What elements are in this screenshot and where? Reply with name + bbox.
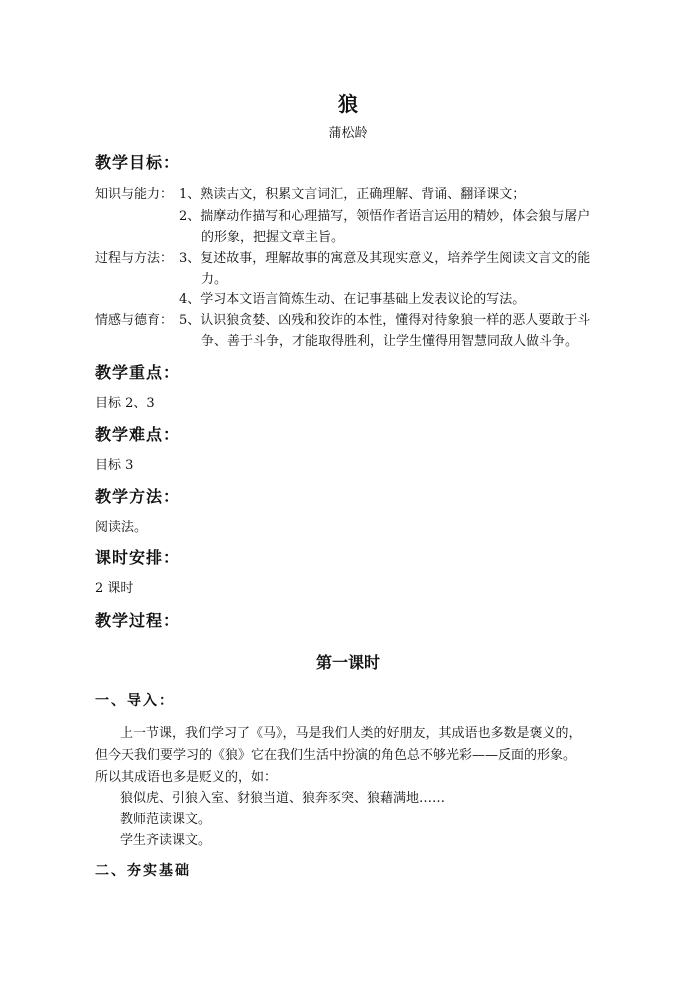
process-label: 过程与方法： <box>95 251 174 266</box>
difficulties-text: 目标 3 <box>95 458 134 473</box>
lesson1-heading: 第一课时 <box>315 653 380 672</box>
emotion-item-5a: 5、认识狼贪婪、凶残和狡诈的本性，懂得对待象狼一样的恶人要敢于斗 <box>179 313 591 328</box>
doc-title: 狼 <box>338 92 358 116</box>
key-points-text: 目标 2、3 <box>95 396 155 411</box>
schedule-text: 2 课时 <box>95 581 134 596</box>
knowledge-item-2a: 2、揣摩动作描写和心理描写，领悟作者语言运用的精妙，体会狼与屠户 <box>179 209 591 224</box>
teacher-reads-line: 教师范读课文。 <box>120 812 212 827</box>
knowledge-item-2b: 的形象，把握文章主旨。 <box>201 230 345 245</box>
section2-title: 二、夯实基础 <box>95 863 191 879</box>
emotion-label: 情感与德育： <box>95 313 174 328</box>
key-points-heading: 教学重点： <box>95 363 181 382</box>
objectives-heading: 教学目标： <box>95 153 181 172</box>
knowledge-item-1: 1、熟读古文，积累文言词汇，正确理解、背诵、翻译课文； <box>179 187 526 202</box>
difficulties-heading: 教学难点： <box>95 425 181 444</box>
process-heading: 教学过程： <box>95 611 181 630</box>
intro-line-2: 但今天我们要学习的《狼》它在我们生活中扮演的角色总不够光彩——反面的形象。 <box>95 748 577 763</box>
intro-line-1: 上一节课，我们学习了《马》，马是我们人类的好朋友，其成语也多数是褒义的， <box>120 726 582 741</box>
methods-text: 阅读法。 <box>95 520 148 535</box>
schedule-heading: 课时安排： <box>95 548 181 567</box>
methods-heading: 教学方法： <box>95 487 181 506</box>
doc-author: 蒲松龄 <box>328 126 368 141</box>
knowledge-label: 知识与能力： <box>95 187 174 202</box>
process-item-3b: 力。 <box>201 272 228 287</box>
process-item-3a: 3、复述故事，理解故事的寓意及其现实意义，培养学生阅读文言文的能 <box>179 251 591 266</box>
students-read-line: 学生齐读课文。 <box>120 833 212 848</box>
process-item-4: 4、学习本文语言简炼生动、在记事基础上发表议论的写法。 <box>179 292 526 307</box>
section1-title: 一、导入： <box>95 693 175 709</box>
idioms-line: 狼似虎、引狼入室、豺狼当道、狼奔豕突、狼藉满地…… <box>120 791 446 806</box>
emotion-item-5b: 争、善于斗争，才能取得胜利，让学生懂得用智慧同敌人做斗争。 <box>201 334 579 349</box>
intro-line-3: 所以其成语也多是贬义的，如： <box>95 770 278 785</box>
